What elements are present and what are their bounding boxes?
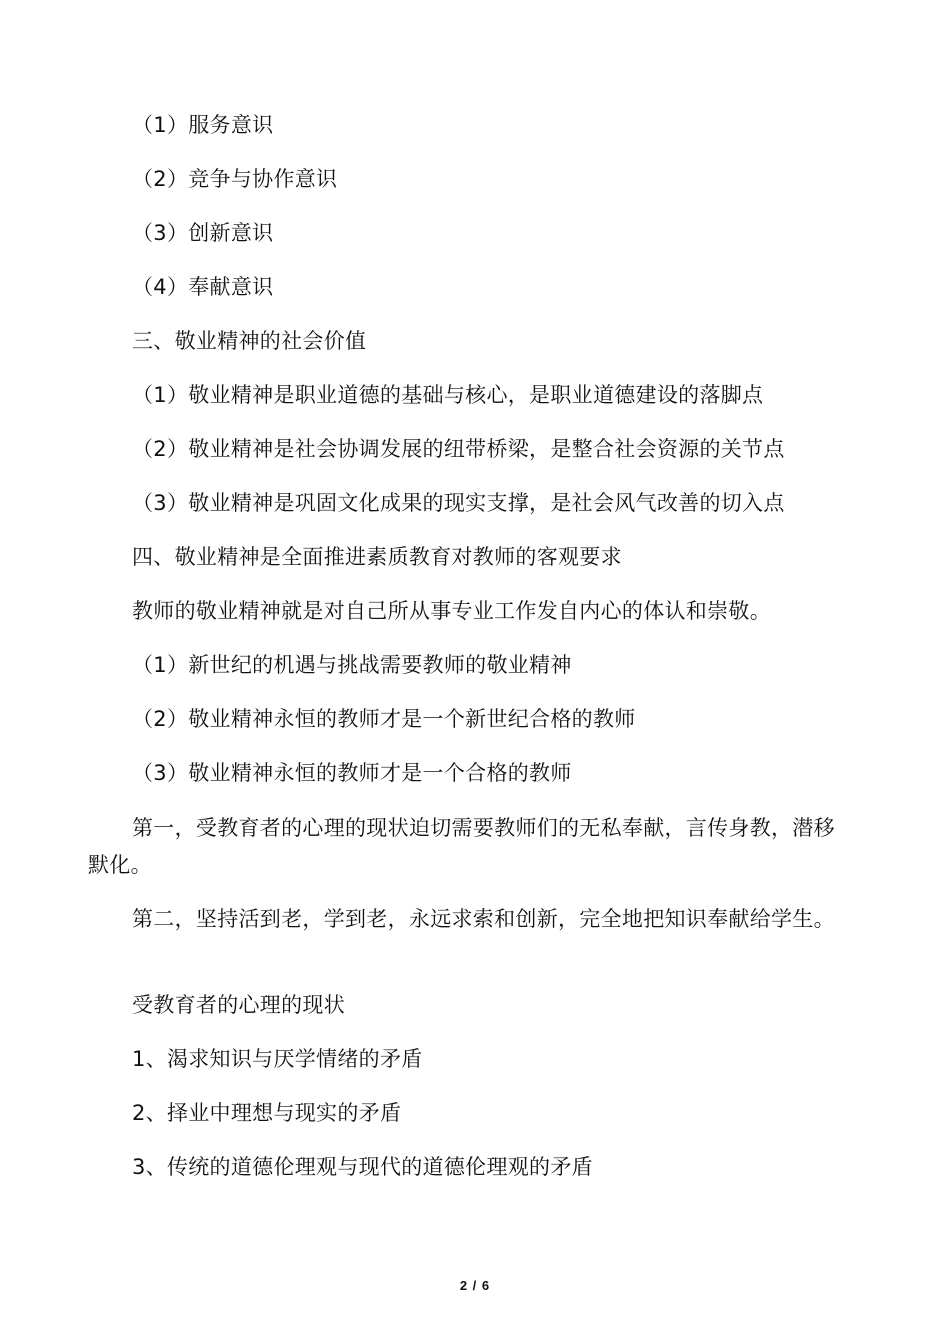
list-item: （2）敬业精神永恒的教师才是一个新世纪合格的教师 — [132, 707, 636, 731]
list-item: （3）创新意识 — [132, 221, 274, 245]
list-item: 1、渴求知识与厌学情绪的矛盾 — [132, 1047, 423, 1071]
page-number: 2 / 6 — [459, 1278, 491, 1293]
section-heading: 四、敬业精神是全面推进素质教育对教师的客观要求 — [132, 545, 622, 569]
list-item: （1）敬业精神是职业道德的基础与核心，是职业道德建设的落脚点 — [132, 383, 764, 407]
list-item: （2）敬业精神是社会协调发展的纽带桥梁，是整合社会资源的关节点 — [132, 437, 785, 461]
list-item: 2、择业中理想与现实的矛盾 — [132, 1101, 402, 1125]
list-item: （3）敬业精神是巩固文化成果的现实支撑，是社会风气改善的切入点 — [132, 491, 785, 515]
list-item: 3、传统的道德伦理观与现代的道德伦理观的矛盾 — [132, 1155, 593, 1179]
body-text: 受教育者的心理的现状 — [132, 993, 345, 1017]
body-text: 教师的敬业精神就是对自己所从事专业工作发自内心的体认和崇敬。 — [132, 599, 771, 623]
section-heading: 三、敬业精神的社会价值 — [132, 329, 367, 353]
list-item: （4）奉献意识 — [132, 275, 274, 299]
list-item: （2）竞争与协作意识 — [132, 167, 338, 191]
list-item: （1）新世纪的机遇与挑战需要教师的敬业精神 — [132, 653, 572, 677]
list-item: （3）敬业精神永恒的教师才是一个合格的教师 — [132, 761, 572, 785]
body-paragraph: 第二，坚持活到老，学到老，永远求索和创新，完全地把知识奉献给学生。 — [132, 907, 835, 931]
body-paragraph: 第一，受教育者的心理的现状迫切需要教师们的无私奉献，言传身教，潜移默化。 — [88, 816, 835, 877]
list-item: （1）服务意识 — [132, 113, 274, 137]
